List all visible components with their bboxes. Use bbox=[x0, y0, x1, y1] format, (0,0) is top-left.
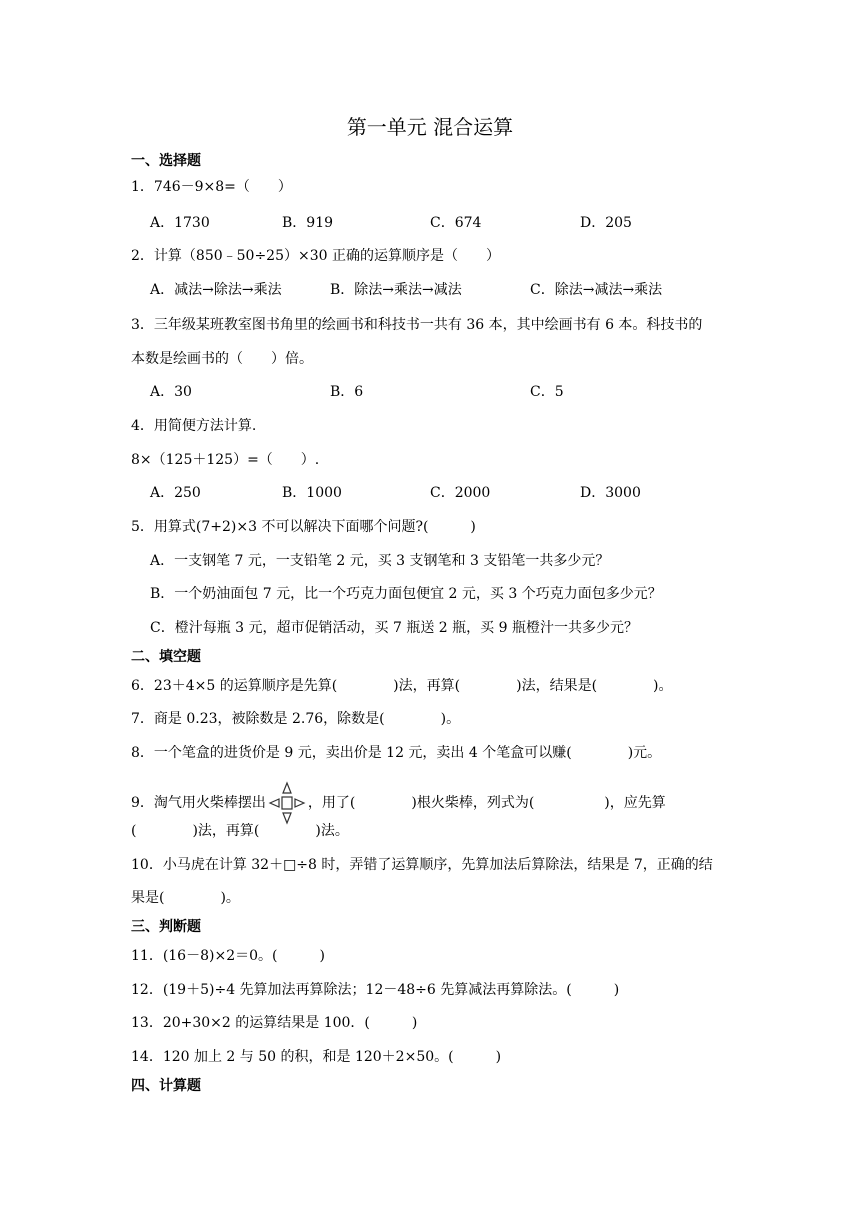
q7-text: 7．商是 0.23，被除数是 2.76，除数是( )。 bbox=[131, 711, 461, 727]
q9-line-1 bbox=[131, 781, 666, 825]
q10-line-2: 果是( )。 bbox=[131, 890, 240, 906]
q4-option-c: C．2000 bbox=[430, 485, 491, 501]
q12-text: 12．(19＋5)÷4 先算加法再算除法；12－48÷6 先算减法再算除法。( ) bbox=[131, 982, 620, 998]
q1-option-d: D．205 bbox=[580, 215, 632, 231]
q3-option-a: A．30 bbox=[150, 384, 192, 400]
q9-line-2: ( )法，再算( )法。 bbox=[131, 823, 349, 839]
q14-text: 14．120 加上 2 与 50 的积，和是 120＋2×50。( ) bbox=[131, 1049, 502, 1065]
q2-stem: 2．计算（850﹣50÷25）×30 正确的运算顺序是（ ） bbox=[131, 248, 500, 264]
q3-option-c: C．5 bbox=[530, 384, 564, 400]
q5-stem: 5．用算式(7+2)×3 不可以解决下面哪个问题?( ) bbox=[131, 519, 476, 535]
q4-stem-line-1: 4．用简便方法计算. bbox=[131, 418, 257, 434]
section-calc-heading: 四、计算题 bbox=[131, 1078, 201, 1094]
q3-stem-line-2: 本数是绘画书的（ ）倍。 bbox=[131, 351, 313, 367]
page-title: 第一单元 混合运算 bbox=[346, 115, 514, 139]
q4-option-d: D．3000 bbox=[580, 485, 641, 501]
q4-option-a: A．250 bbox=[150, 485, 201, 501]
section-choice-heading: 一、选择题 bbox=[131, 153, 201, 169]
q6-text: 6．23＋4×5 的运算顺序是先算( )法，再算( )法，结果是( )。 bbox=[131, 678, 673, 694]
q5-option-a: A．一支钢笔 7 元，一支铅笔 2 元，买 3 支钢笔和 3 支铅笔一共多少元？ bbox=[150, 553, 610, 569]
section-fill-heading: 二、填空题 bbox=[131, 649, 201, 665]
q1-option-a: A．1730 bbox=[150, 215, 210, 231]
q2-option-c: C．除法→减法→乘法 bbox=[530, 282, 663, 298]
q11-text: 11．(16－8)×2＝0。( ) bbox=[131, 948, 325, 964]
q9-part-a: 9．淘气用火柴棒摆出 bbox=[131, 795, 266, 811]
q5-option-b: B．一个奶油面包 7 元，比一个巧克力面包便宜 2 元，买 3 个巧克力面包多少元？ bbox=[150, 586, 662, 602]
q1-option-b: B．919 bbox=[282, 215, 334, 231]
q4-stem-line-2: 8×（125＋125）=（ ）. bbox=[131, 452, 320, 468]
q13-text: 13．20+30×2 的运算结果是 100．( ) bbox=[131, 1015, 418, 1031]
q10-line-1: 10．小马虎在计算 32＋□÷8 时，弄错了运算顺序，先算加法后算除法，结果是 7，正确的结 bbox=[131, 857, 713, 873]
matchstick-figure-icon bbox=[267, 781, 307, 825]
q4-option-b: B．1000 bbox=[282, 485, 342, 501]
q3-option-b: B．6 bbox=[330, 384, 364, 400]
q9-part-b: ，用了( )根火柴棒，列式为( )，应先算 bbox=[307, 795, 666, 811]
q8-text: 8．一个笔盒的进货价是 9 元，卖出价是 12 元，卖出 4 个笔盒可以赚( )元。 bbox=[131, 745, 662, 761]
q1-stem: 1．746－9×8=（ ） bbox=[131, 179, 292, 195]
q2-option-a: A．减法→除法→乘法 bbox=[150, 282, 282, 298]
q3-stem-line-1: 3．三年级某班教室图书角里的绘画书和科技书一共有 36 本，其中绘画书有 6 本。科技书的 bbox=[131, 317, 703, 333]
q1-option-c: C．674 bbox=[430, 215, 482, 231]
q5-option-c: C．橙汁每瓶 3 元，超市促销活动，买 7 瓶送 2 瓶，买 9 瓶橙汁一共多少元？ bbox=[150, 620, 638, 636]
section-judge-heading: 三、判断题 bbox=[131, 919, 201, 935]
q2-option-b: B．除法→乘法→减法 bbox=[330, 282, 462, 298]
